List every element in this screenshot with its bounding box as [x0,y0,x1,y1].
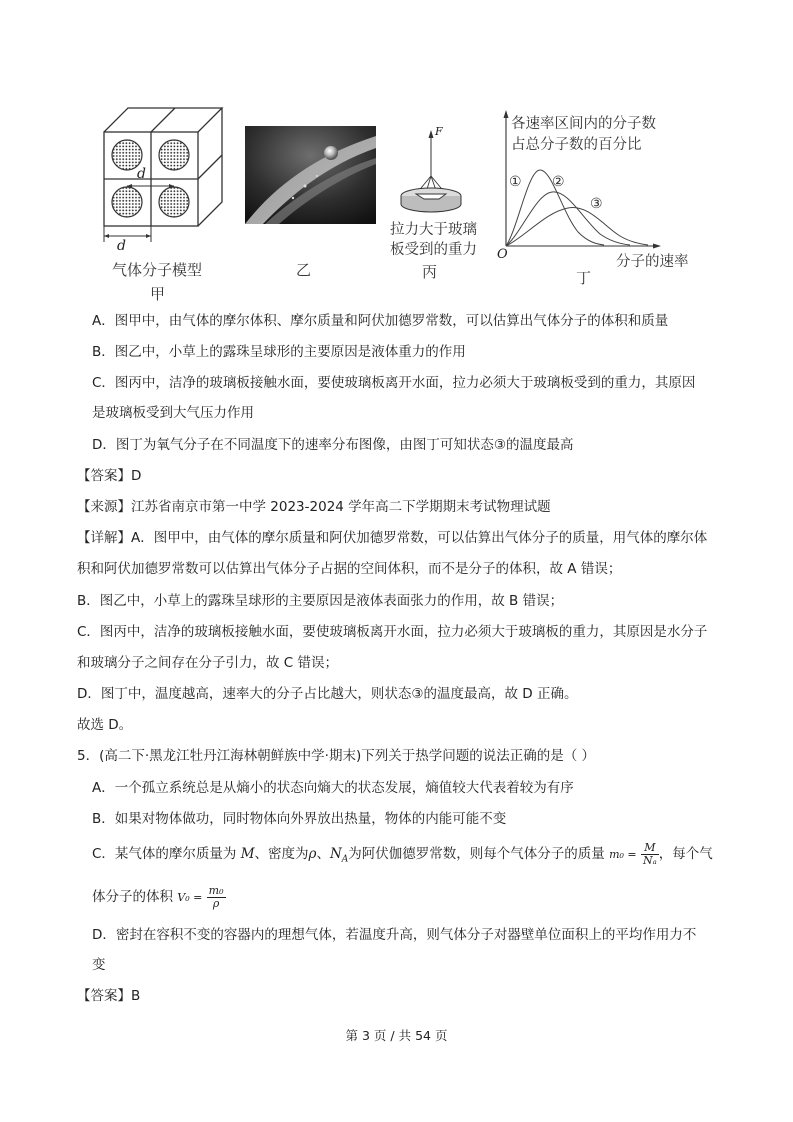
q4-source: 【来源】江苏省南京市第一中学 2023-2024 学年高二下学期期末考试物理试题 [77,499,551,515]
q4-detail-line6: D．图丁中，温度越高，速率大的分子占比越大，则状态③的温度最高，故 D 正确。 [77,686,578,702]
caption-bing-line1: 拉力大于玻璃 [390,222,477,238]
formula-v0-numerator: m₀ [208,883,224,897]
formula-m0-lhs: m₀ = [609,848,637,861]
label-d-bottom: d [117,238,126,254]
ding-ylabel-line2: 占总分子数的百分比 [511,137,642,153]
q5-option-a: A．一个孤立系统总是从熵小的状态向熵大的状态发展，熵值较大代表着较为有序 [92,780,574,796]
ding-ylabel-line1: 各速率区间内的分子数 [511,116,656,132]
q5-option-c-line1 [92,838,713,870]
q4-detail-line2: 积和阿伏加德罗常数可以估算出气体分子占据的空间体积，而不是分子的体积，故 A 错误； [77,561,622,577]
dewdrop-photo [245,126,376,224]
dewdrop-image [245,126,376,224]
formula-m0-denominator: Nₐ [642,853,657,867]
figure-bing [394,124,466,220]
q5-option-d-line2: 变 [92,957,106,973]
formula-v0-fraction [207,885,226,910]
q5-option-d-line1: D．密封在容积不变的容器内的理想气体，若温度升高，则气体分子对器壁单位面积上的平均作用力不 [92,927,697,943]
q5-stem: 5．(高二下·黑龙江牡丹江海林朝鲜族中学·期末)下列关于热学问题的说法正确的是（ ） [77,748,595,764]
q4-detail-line5: 和玻璃分子之间存在分子引力，故 C 错误； [77,655,339,671]
caption-yi: 乙 [296,261,312,279]
q4-detail-line1: 【详解】A．图甲中，由气体的摩尔质量和阿伏加德罗常数，可以估算出气体分子的质量，用气体的摩尔体 [77,530,708,546]
force-label: F [435,125,443,138]
caption-ding: 丁 [576,269,592,287]
glass-plate-diagram [394,124,466,220]
q5-option-c-text2: 、密度为 [254,846,309,862]
q5-option-c-text: C．某气体的摩尔质量为 [92,846,241,862]
origin-label: O [497,247,508,262]
q4-option-d: D．图丁为氧气分子在不同温度下的速率分布图像，由图丁可知状态③的温度最高 [92,437,574,453]
symbol-na: N [329,846,342,862]
q4-detail-line4: C．图丙中，洁净的玻璃板接触水面，要使玻璃板离开水面，拉力必须大于玻璃板的重力，其原因是水分子 [77,624,708,640]
formula-v0-lhs: V₀ = [177,891,203,904]
q4-option-a: A．图甲中，由气体的摩尔体积、摩尔质量和阿伏加德罗常数，可以估算出气体分子的体积和质量 [92,313,669,329]
caption-bing: 丙 [422,263,438,281]
q4-option-c-line1: C．图丙中，洁净的玻璃板接触水面，要使玻璃板离开水面，拉力必须大于玻璃板受到的重力，其原因 [92,375,696,391]
curve-3-label: ③ [590,196,603,212]
q5-option-c-text4: 为阿伏伽德罗常数，则每个气体分子的质量 [348,846,605,862]
caption-bing-line2: 板受到的重力 [390,242,477,258]
formula-v0-denominator: ρ [212,896,220,910]
label-d-top: d [137,166,146,182]
curve-2-label: ② [552,174,565,190]
q5-option-c-text3: 、 [316,846,330,862]
curve-1-label: ① [509,174,522,190]
q4-detail-line3: B．图乙中，小草上的露珠呈球形的主要原因是液体表面张力的作用，故 B 错误； [77,593,564,609]
q5-option-c2-text: 体分子的体积 [92,889,173,905]
q5-answer: 【答案】B [77,988,141,1004]
formula-m0-fraction [641,842,659,867]
caption-jia: 甲 [150,285,166,303]
caption-jia-title: 气体分子模型 [112,261,203,279]
q4-option-c-line2: 是玻璃板受到大气压力作用 [92,405,254,421]
ding-xlabel: 分子的速率 [616,254,689,270]
page-number-footer: 第 3 页 / 共 54 页 [345,1028,448,1043]
formula-m0-numerator: M [641,842,659,855]
symbol-m: M [240,846,255,862]
q4-answer: 【答案】D [77,468,142,484]
symbol-rho: ρ [308,846,317,862]
q5-option-c-line2 [92,879,226,915]
q4-option-b: B．图乙中，小草上的露珠呈球形的主要原因是液体重力的作用 [92,344,466,360]
q5-option-c-text5: ，每个气 [658,846,713,862]
symbol-na-sub: A [341,854,349,865]
q4-conclusion: 故选 D。 [77,717,133,733]
q5-option-b: B．如果对物体做功，同时物体向外界放出热量，物体的内能可能不变 [92,811,507,827]
